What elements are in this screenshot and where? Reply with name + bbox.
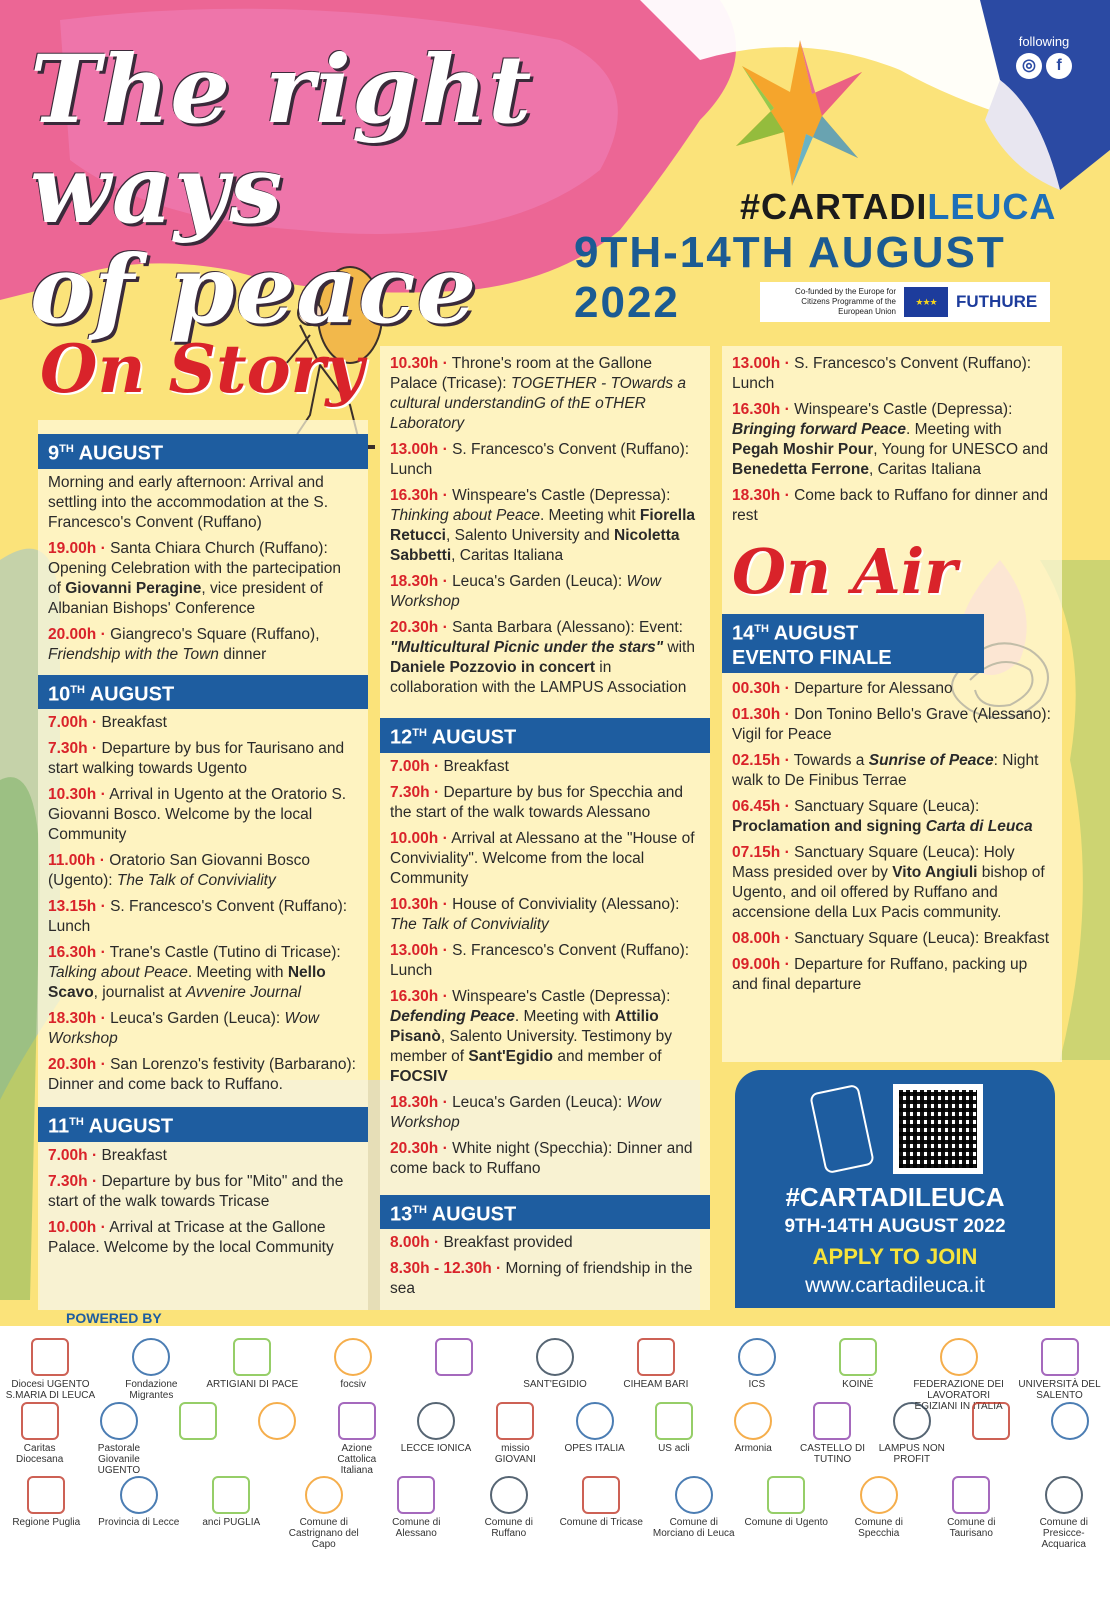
partner-logo-label: Comune di Castrignano del Capo xyxy=(288,1517,359,1550)
partner-logo-icon xyxy=(767,1476,805,1514)
event-item: 13.15h · S. Francesco's Convent (Ruffano): Lunch xyxy=(48,898,348,936)
partner-logo-icon xyxy=(100,1402,138,1440)
partner-logo xyxy=(97,1476,182,1528)
partner-logo xyxy=(509,1338,602,1390)
partner-logo-icon xyxy=(258,1402,296,1440)
partner-logo-icon xyxy=(972,1402,1010,1440)
day-header-10: 10TH AUGUST xyxy=(38,675,368,710)
partner-logo-label: anci PUGLIA xyxy=(202,1517,261,1528)
partner-logo-label: Armonia xyxy=(734,1443,772,1454)
partner-logo xyxy=(480,1402,551,1465)
partner-logo-label: Comune di Specchia xyxy=(854,1517,903,1539)
partner-logo-label: Provincia di Lecce xyxy=(98,1517,180,1528)
hashtag-part-1: #CARTADI xyxy=(740,186,928,227)
event-item: Morning and early afternoon: Arrival and settling into the accommodation at the S. Francesco's Convent (Ruffano) xyxy=(48,473,329,531)
partner-logo-label: ARTIGIANI DI PACE xyxy=(206,1379,299,1390)
phone-icon xyxy=(809,1084,875,1175)
event-item: 7.00h · Breakfast xyxy=(390,757,509,775)
partner-logo xyxy=(1013,1338,1106,1401)
apply-hashtag: #CARTADILEUCA xyxy=(785,1182,1005,1212)
partner-logo-icon xyxy=(417,1402,455,1440)
event-item: 20.30h · San Lorenzo's festivity (Barbarano): Dinner and come back to Ruffano. xyxy=(48,1056,356,1094)
partner-logo-label: missio GIOVANI xyxy=(494,1443,536,1465)
event-item: 10.00h · Arrival at Alessano at the "House of Conviviality". Welcome from the local Community xyxy=(390,829,695,887)
event-item: 7.30h · Departure by bus for Taurisano and start walking towards Ugento xyxy=(48,740,345,778)
apply-dates: 9TH-14TH AUGUST 2022 xyxy=(784,1216,1006,1237)
event-item: 13.00h · S. Francesco's Convent (Ruffano): Lunch xyxy=(390,441,690,478)
partner-logo xyxy=(282,1476,367,1550)
event-item: 7.30h · Departure by bus for "Mito" and the start of the walk towards Tricase xyxy=(48,1172,344,1210)
partner-logo-icon xyxy=(582,1476,620,1514)
event-item: 16.30h · Winspeare's Castle (Depressa): Defending Peace. Meeting with Attilio Pisanò, Salento University. Testimony by member of Sant'Egidio and member of FOCSIV xyxy=(390,987,672,1085)
on-air-heading: On Air xyxy=(732,535,957,608)
partner-logo-icon xyxy=(637,1338,675,1376)
event-item: 20.30h · White night (Specchia): Dinner and come back to Ruffano xyxy=(390,1139,693,1177)
partner-logo xyxy=(744,1476,829,1528)
partner-logo xyxy=(955,1402,1026,1443)
event-item: 10.30h · Arrival in Ugento at the Oratorio S. Giovanni Bosco. Welcome by the local Community xyxy=(48,786,347,844)
powered-by-label: POWERED BY xyxy=(66,1310,162,1326)
partner-logo-label: Pastorale Giovanile UGENTO xyxy=(97,1443,141,1476)
partner-logo-icon xyxy=(576,1402,614,1440)
partner-logo xyxy=(797,1402,868,1465)
partner-logo-icon xyxy=(21,1402,59,1440)
partner-logo xyxy=(163,1402,234,1443)
partner-logo xyxy=(559,1476,644,1528)
event-item: 11.00h · Oratorio San Giovanni Bosco (Ugento): The Talk of Conviviality xyxy=(48,852,310,890)
partner-logo-icon xyxy=(813,1402,851,1440)
cofund-text: Co-funded by the Europe for Citizens Programme of the European Union xyxy=(795,287,896,316)
partner-logo-icon xyxy=(738,1338,776,1376)
partner-logo xyxy=(811,1338,904,1390)
day-header-12: 12TH AUGUST xyxy=(380,718,710,753)
partner-logo-icon xyxy=(1041,1338,1079,1376)
partner-logo-label: Comune di Taurisano xyxy=(947,1517,996,1539)
event-item: 10.30h · House of Conviviality (Alessano): The Talk of Conviviality xyxy=(390,895,680,933)
event-item: 7.00h · Breakfast xyxy=(48,1146,167,1164)
event-item: 16.30h · Winspeare's Castle (Depressa): Bringing forward Peace. Meeting with Pegah Moshir Pour, Young for UNESCO and Benedetta Ferrone, Caritas Italiana xyxy=(732,401,1049,478)
partner-logo-label: Caritas Diocesana xyxy=(16,1443,64,1465)
partner-logo-icon xyxy=(1051,1402,1089,1440)
apply-cta[interactable]: APPLY TO JOIN xyxy=(812,1244,978,1269)
event-item: 7.00h · Breakfast xyxy=(48,714,167,732)
partner-logo xyxy=(876,1402,947,1465)
partner-logo-label: Azione Cattolica Italiana xyxy=(337,1443,377,1476)
partner-logo xyxy=(189,1476,274,1528)
partner-logo xyxy=(321,1402,392,1476)
hashtag xyxy=(740,186,1056,228)
hashtag-part-2: LEUCA xyxy=(927,186,1057,227)
partner-logo xyxy=(718,1402,789,1454)
day-header-13: 13TH AUGUST xyxy=(380,1195,710,1230)
partner-logo-label: LECCE IONICA xyxy=(400,1443,472,1454)
event-item: 18.30h · Come back to Ruffano for dinner and rest xyxy=(732,487,1048,524)
eu-flag-icon: ★★★ xyxy=(904,287,948,317)
partner-logo-label: KOINÈ xyxy=(842,1379,874,1390)
partner-logo-icon xyxy=(397,1476,435,1514)
partner-logo-label: ICS xyxy=(748,1379,766,1390)
partner-logo-icon xyxy=(179,1402,217,1440)
partner-logo-label: Comune di Presicce-Acquarica xyxy=(1039,1517,1088,1550)
partner-logo-label: Diocesi UGENTO S.MARIA DI LEUCA xyxy=(5,1379,96,1401)
event-item: 18.30h · Leuca's Garden (Leuca): Wow Workshop xyxy=(390,1093,661,1131)
partner-logo-icon xyxy=(496,1402,534,1440)
day-header-11: 11TH AUGUST xyxy=(38,1107,368,1142)
event-item: 06.45h · Sanctuary Square (Leuca): Proclamation and signing Carta di Leuca xyxy=(732,797,1033,835)
event-item: 20.30h · Santa Barbara (Alessano): Event: "Multicultural Picnic under the stars" with Daniele Pozzovio in concert in collaboration with the LAMPUS Association xyxy=(390,619,695,696)
event-item: 00.30h · Departure for Alessano xyxy=(732,679,953,697)
partner-logo-label: Comune di Alessano xyxy=(392,1517,441,1539)
event-item: 18.30h · Leuca's Garden (Leuca): Wow Workshop xyxy=(48,1010,319,1048)
partner-logo xyxy=(242,1402,313,1443)
partner-logo-icon xyxy=(27,1476,65,1514)
social-follow xyxy=(1014,34,1074,83)
event-item: 10.00h · Arrival at Tricase at the Gallone Palace. Welcome by the local Community xyxy=(48,1218,334,1256)
partner-logo xyxy=(4,1338,97,1401)
partner-logo xyxy=(307,1338,400,1390)
partner-logo-icon xyxy=(435,1338,473,1376)
partner-logo-label: Comune di Tricase xyxy=(559,1517,643,1528)
partner-logo xyxy=(1035,1402,1106,1443)
following-label: following xyxy=(1018,34,1070,49)
partner-logo-icon xyxy=(1045,1476,1083,1514)
futhure-logo: FUTHURE xyxy=(956,292,1038,311)
partner-logo-icon xyxy=(940,1338,978,1376)
partner-logo-icon xyxy=(893,1402,931,1440)
event-item: 20.00h · Giangreco's Square (Ruffano), Friendship with the Town dinner xyxy=(48,625,320,663)
event-item: 8.30h - 12.30h · Morning of friendship in the sea xyxy=(390,1260,693,1298)
partner-logo-icon xyxy=(860,1476,898,1514)
partner-logo-icon xyxy=(120,1476,158,1514)
title-line-2: of peace xyxy=(30,235,478,345)
partner-logo-icon xyxy=(305,1476,343,1514)
cofund-banner xyxy=(760,282,1050,322)
column-3 xyxy=(722,346,1062,1062)
title-line-1: The right ways xyxy=(30,35,533,245)
event-item: 13.00h · S. Francesco's Convent (Ruffano): Lunch xyxy=(390,941,690,979)
day-header-14: 14TH AUGUST EVENTO FINALE xyxy=(722,614,984,673)
partner-logo xyxy=(912,1338,1005,1412)
partner-logo-label: US acli xyxy=(658,1443,690,1454)
partner-logo xyxy=(105,1338,198,1401)
partner-logo-icon xyxy=(536,1338,574,1376)
event-item: 10.30h · Throne's room at the Gallone Palace (Tricase): TOGETHER - TOwards a cultural understandinG of thE oTHER Laboratory xyxy=(390,355,686,432)
partner-logo xyxy=(400,1402,471,1454)
event-dates: 9TH-14TH AUGUST 2022 xyxy=(574,228,1006,327)
day-header-9: 9TH AUGUST xyxy=(38,434,368,469)
facebook-icon[interactable]: f xyxy=(1046,53,1072,79)
partner-logo-label: FEDERAZIONE DEI LAVORATORI EGIZIANI IN ITALIA xyxy=(913,1379,1004,1412)
event-item: 02.15h · Towards a Sunrise of Peace: Night walk to De Finibus Terrae xyxy=(732,751,1039,789)
partner-logo-label: Fondazione Migrantes xyxy=(125,1379,178,1401)
partner-logo-label: LAMPUS NON PROFIT xyxy=(878,1443,945,1465)
event-item: 13.00h · S. Francesco's Convent (Ruffano): Lunch xyxy=(732,355,1032,392)
event-item: 07.15h · Sanctuary Square (Leuca): Holy Mass presided over by Vito Angiuli bishop of Ugento, and oil offered by Ruffano and accensione della Lux Pacis community. xyxy=(732,843,1045,921)
event-item: 09.00h · Departure for Ruffano, packing up and final departure xyxy=(732,955,1028,993)
partner-logo-label: CASTELLO DI TUTINO xyxy=(799,1443,865,1465)
event-item: 16.30h · Winspeare's Castle (Depressa): Thinking about Peace. Meeting whit Fiorella Retucci, Salento University and Nicoletta Sabbetti, Caritas Italiana xyxy=(390,487,696,564)
partner-logo-icon xyxy=(233,1338,271,1376)
partner-logo xyxy=(467,1476,552,1539)
partner-logo-icon xyxy=(490,1476,528,1514)
partner-logo-label: CIHEAM BARI xyxy=(623,1379,689,1390)
partner-logo xyxy=(4,1476,89,1528)
partner-logo xyxy=(1022,1476,1107,1550)
partner-logo-icon xyxy=(655,1402,693,1440)
partner-logo xyxy=(374,1476,459,1539)
apply-url[interactable]: www.cartadileuca.it xyxy=(805,1274,985,1297)
partner-logo xyxy=(408,1338,501,1379)
partner-logo-label: OPES ITALIA xyxy=(564,1443,625,1454)
event-item: 18.30h · Leuca's Garden (Leuca): Wow Workshop xyxy=(390,573,661,610)
column-2 xyxy=(380,346,710,1310)
partner-logo-label: Regione Puglia xyxy=(12,1517,81,1528)
partner-logo-label: Comune di Ugento xyxy=(744,1517,828,1528)
partner-logo-label: Comune di Morciano di Leuca xyxy=(652,1517,735,1539)
partner-logo xyxy=(4,1402,75,1465)
partner-logo-icon xyxy=(338,1402,376,1440)
partner-logos xyxy=(0,1326,1110,1600)
partner-logo-icon xyxy=(31,1338,69,1376)
partner-logo-icon xyxy=(132,1338,170,1376)
apply-box xyxy=(735,1070,1055,1308)
event-item: 7.30h · Departure by bus for Specchia and the start of the walk towards Alessano xyxy=(390,783,683,821)
partner-logo-icon xyxy=(952,1476,990,1514)
event-item: 08.00h · Sanctuary Square (Leuca): Breakfast xyxy=(732,929,1050,947)
on-story-heading: On Story xyxy=(40,330,364,408)
partner-logo-icon xyxy=(675,1476,713,1514)
partner-logo-icon xyxy=(839,1338,877,1376)
partner-logo-label: focsiv xyxy=(340,1379,366,1390)
event-item: 01.30h · Don Tonino Bello's Grave (Alessano): Vigil for Peace xyxy=(732,705,1051,743)
event-item: 16.30h · Trane's Castle (Tutino di Tricase): Talking about Peace. Meeting with Nello Scavo, journalist at Avvenire Journal xyxy=(48,944,341,1002)
partner-logo xyxy=(559,1402,630,1454)
partner-logo xyxy=(609,1338,702,1390)
partner-logo-label: SANT'EGIDIO xyxy=(523,1379,587,1390)
qr-code-icon[interactable] xyxy=(893,1084,983,1174)
partner-logo-icon xyxy=(212,1476,250,1514)
partner-logo-label: Comune di Ruffano xyxy=(484,1517,533,1539)
instagram-icon[interactable]: ◎ xyxy=(1016,53,1042,79)
partner-logo xyxy=(837,1476,922,1539)
event-item: 8.00h · Breakfast provided xyxy=(390,1234,573,1252)
column-1 xyxy=(38,420,368,1310)
partner-logo xyxy=(638,1402,709,1454)
partner-logo xyxy=(710,1338,803,1390)
partner-logo xyxy=(206,1338,299,1390)
partner-logo-icon xyxy=(334,1338,372,1376)
partner-logo-label: UNIVERSITÀ DEL SALENTO xyxy=(1018,1379,1101,1401)
partner-logo xyxy=(83,1402,154,1476)
event-item: 19.00h · Santa Chiara Church (Ruffano): Opening Celebration with the partecipation of Giovanni Peragine, vice president of Albanian Bishops' Conference xyxy=(48,539,341,617)
partner-logo xyxy=(929,1476,1014,1539)
partner-logo xyxy=(652,1476,737,1539)
partner-logo-icon xyxy=(734,1402,772,1440)
